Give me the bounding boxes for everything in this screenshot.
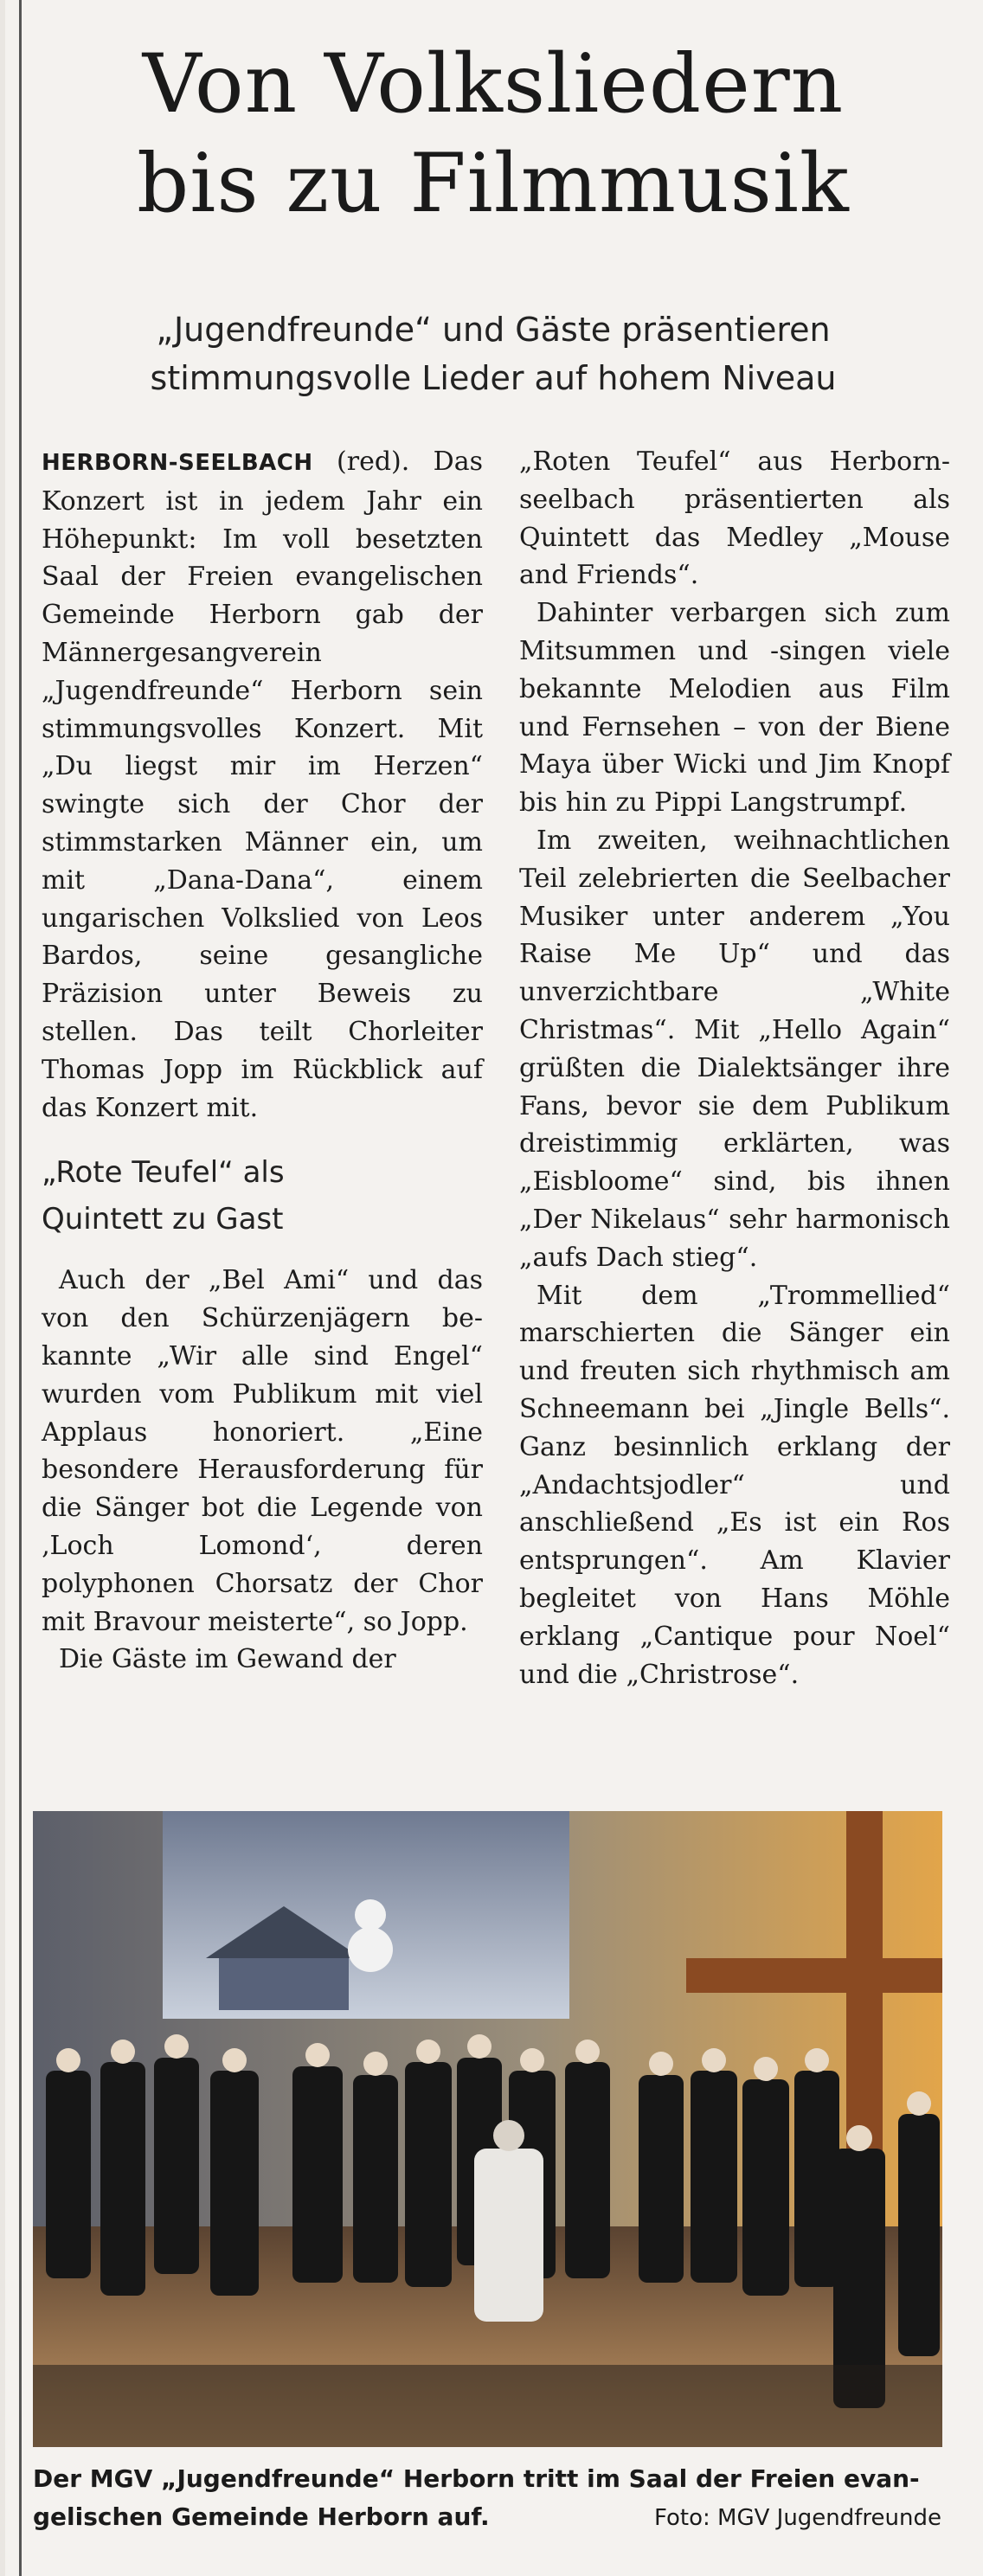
headline-line-1: Von Volksliedern — [142, 37, 845, 132]
article-headline — [52, 35, 935, 234]
paragraph-7: Mit dem „Trommellied“ marschierten die Sänger ein und freuten sich rhythmisch am Schneemann bei „Jingle Bells“. Ganz besinnlich erklang der „Andachtsjodler“ und anschließend „Es ist ein Ros entsprungen“. Am Klavier begleitet von Hans Möhle erklang „Cantique pour Noel“ und die „Christrose“. — [519, 1280, 950, 1690]
choir-photo — [33, 1811, 942, 2447]
paragraph-1-text: Das Konzert ist in jedem Jahr ein Höhepunkt: Im voll besetzten Saal der Freien evangelischen Gemeinde Herborn gab der Männergesangverein „Jugendfreunde“ Herborn sein stimmungsvolles Konzert. Mit „Du liegst mir im Herzen“ swingte sich der Chor der stimmstarken Männer ein, um mit „Dana-Dana“, einem ungarischen Volkslied von Leos Bardos, seine gesangliche Präzision unter Beweis zu stellen. Das teilt Chorleiter Thomas Jopp im Rückblick auf das Konzert mit. — [42, 446, 483, 1123]
dateline-suffix: (red). — [312, 446, 410, 477]
paragraph-1 — [42, 443, 483, 1127]
subhead-line-2: stimmungsvolle Lieder auf hohem Niveau — [150, 359, 837, 397]
photo-caption: Der MGV „Jugendfreunde“ Herborn tritt im Saal der Freien evangelischen Gemeinde Herborn auf. — [33, 2464, 920, 2531]
cross-horizontal — [686, 1958, 942, 1993]
paragraph-4: „Roten Teufel“ aus Herbornseelbach präsentierten als Quintett das Medley „Mouse and Friends“. — [519, 446, 950, 591]
section-subheading — [42, 1149, 483, 1243]
paragraph-6: Im zweiten, weihnachtlichen Teil zelebrierten die Seelbacher Musiker unter anderem „You Raise Me Up“ und das unverzichtbare „White Christmas“. Mit „Hello Again“ grüßten die Dialektsänger ihre Fans, bevor sie dem Publikum dreistimmig erklärten, was „Eisbloome“ sind, bis ihnen „Der Nikelaus“ sehr harmonisch „aufs Dach stieg“. — [519, 825, 950, 1273]
headline-line-2: bis zu Filmmusik — [137, 137, 850, 231]
article-subheadline — [52, 305, 935, 402]
article-column-right — [519, 443, 950, 1693]
article-column-left — [42, 443, 483, 1679]
dateline: HERBORN-SEELBACH — [42, 450, 313, 476]
photo-credit: Foto: MGV Jugendfreunde — [653, 2505, 941, 2531]
midhead-line-1: „Rote Teufel“ als — [42, 1155, 285, 1191]
subhead-line-1: „Jugendfreunde“ und Gäste präsentieren — [156, 311, 831, 349]
paragraph-5: Dahinter verbargen sich zum Mitsummen und -singen viele bekannte Melodien aus Film und Fernsehen – von der Biene Maya über Wicki und Jim Knopf bis hin zu Pippi Langstrumpf. — [519, 598, 950, 819]
column-rule — [19, 0, 22, 2576]
paragraph-2: Auch der „Bel Ami“ und das von den Schürzenjägern bekannte „Wir alle sind Engel“ wurden vom Publikum mit viel Applaus honoriert. „Eine besondere Herausforderung für die Sänger bot die Legende von ‚Loch Lomond‘, deren polyphonen Chorsatz der Chor mit Bravour meisterte“, so Jopp. — [42, 1265, 483, 1637]
conductor — [474, 2149, 543, 2322]
page-edge — [0, 0, 5, 2576]
paragraph-3: Die Gäste im Gewand der — [59, 1644, 396, 1675]
midhead-line-2: Quintett zu Gast — [42, 1202, 284, 1237]
